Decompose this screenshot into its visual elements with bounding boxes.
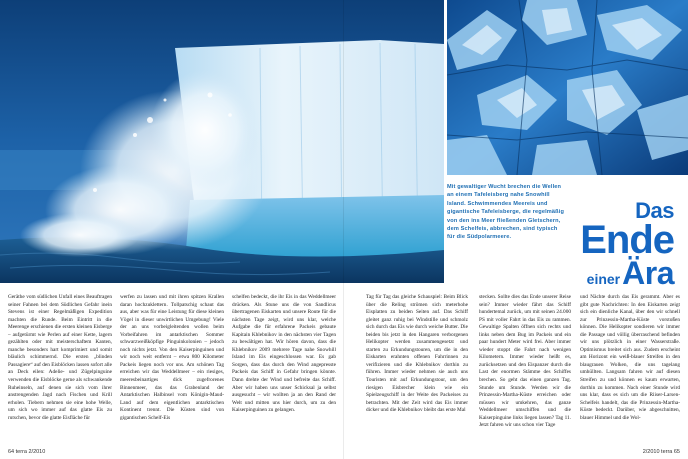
body-text-5: stecken. Sollte dies das Ende unserer Reise sein? Immer wieder fährt das Schiff hundertemal zurück, um mit seinen 24.000 PS mit voller Fahrt in das Eis zu rammen. Gewaltige Spalten öffnen sich rechts und links neben dem Bug im Packeis und ein paar hundert Meter wird frei. Aber immer wieder stoppt die Fahrt nach wenigen Kilometern. Immer wieder heißt es, zurücksetzen und den Eispanzer durch die Last der enormen Stämme des Schiffes brechen. So geht das einen ganzen Tag. Stunde um Stunde. Werden wir die Prinzessin-Martha-Küste erreichen oder müssen wir umkehren, das ganze Weddellmeer umschiffen und die Kaiserpinguine links liegen lassen? Tag 11. Jetzt fahren wir uns schon vier Tage [479, 294, 571, 429]
title-line-3b: Ära [622, 255, 674, 291]
body-text-1: Geräthe vom südlichen Unfall eines Beauftragen seiner Fahnen bei dem Südlichen Gefahr inein Stevens ist einer Regelmäßigen Expedition machten die Runde. Beim Eintritt in die Meerenge erschienen die ersten kleinen Eisberge – aufgetürmt wie Perlen auf einer Kette, lagern gezählten oder mit meisterschaftem Kanten, manche besonders hart komprimiert und somit bläulich schimmernd. Die ersten „blinden Passagiere“ auf den Eisblöcken lassen sofort alle an Deck eilen: Adelie- und Zügelpinguine verwenden die Eisblöcke gerne als schwankende Ruheinseln, auf denen sie sich vom ihrer anstrengenden Jagd nach Fischen und Krill erholen. Tiebern nehmen sie eine hohe Welle, um sich wo immer auf das glatte Eis zu rutschen, bevor die glatte Eisfläche für [8, 294, 112, 421]
body-column-3 [232, 294, 336, 415]
title-line-2: Ende [580, 218, 674, 262]
body-text-4: Tag für Tag das gleiche Schauspiel: Beim Blick über die Reling strömen sich meterhohe Eisplatten zu beiden Seiten auf. Das Schiff gleitet ganz ruhig bei Windstille und schmolz sich durch das Eis wie durch weiche Butter. Die beiden bis jetzt in den Hangaren verborgenen Helikopter werden zusammengesetzt und starten zu Erkundungstouren, um die in den Eiskarten erahnten offenen Fahrrinnen zu verifizieren und die Khlebnikov dorthin zu führen. Immer wieder nehmen sie auch uns Touristen mit auf Erkundungstour, um den riesigen Eisbrecher klein wie ein Spielzeugschiff in der Weite des Packeises zu betrachten. Mit der Zeit wird das Eis immer dicker und die Khlebnikov bleibt das erste Mal [366, 294, 468, 414]
body-column-2 [120, 294, 224, 422]
body-text-3: schelfen bedeckt, die ihr Eis in das Weddellmeer drücken. Als Stune uns die von Sandlicus übertragenen Eiskarten und unsere Route für die nächsten Tage zeigt, wird uns klar, welche Aufgabe die für erfahrene Packeis gebaute Kapitain Khlebnikov in den nächsten vier Tagen zu bewältigen hat. Wir hören davon, dass die Khlebnikov 2009 mehrere Tage nahe Snowhill Island im Eis eingeschlossen war. Es gab Sorgen, dass das durch den Wind angepresste Packeis das Schiff in Gefahr bringen könnte. Dann drehte der Wind und befreite das Schiff. Aber wir haben uns unser Schicksal ja selbst ausgesucht – wir wollten ja an den Rand der Welt und mitten uns hier durch, um zu den Kaiserpinguinen zu gelangen. [232, 294, 336, 414]
body-column-5 [479, 294, 571, 430]
article-title [580, 198, 674, 291]
body-text-6: und Nächte durch das Eis gerammt. Aber es gibt gute Nachrichten: In den Eiskarten zeigt sich ein dienliche Kanal, über den wir schnell zur Prinzessin-Martha-Küste vorstoßen können. Die Helikopter sondieren wir immer die Passage und völlig überraschend befinden wir uns plötzlich in einer Wasserstraße. Optimismus breitet sich aus. Zudem erscheint am Horizont ein weiß-blauer Streifen in den blaugrauen Wolken, die uns tagelang umhüllten. Langsam fahren wir auf diesen Streifen zu und können es kaum erwarten, dorthin zu kommen. Nach einer Stunde wird uns klar, dass es sich um die Riiser-Larsen-Schelfeis handelt, das die Prinzessin-Martha-Küste bedeckt. Darüber, wie abgeschnitten, blauer Himmel und die Wol- [580, 294, 680, 421]
spread-gutter [343, 0, 344, 459]
title-line-1: Das [635, 198, 674, 223]
body-column-1 [8, 294, 112, 422]
body-column-6 [580, 294, 680, 422]
title-line-3a: einer [586, 271, 621, 287]
ice-closeup-photo [447, 0, 688, 175]
body-text-2: werfen zu lassen und mit ihren spitzen Krallen daran hochzuklettern. Tollpatschig schaut das aus, aber was für eine Leistung für diese kleinen Vögel in dieser unwirtlichen Umgebung! Viele der an uns vorbeigleitenden wollen beim Vorbeifahren im antarktischen Sommer schwarzweißköpfige Pinguinkolonien – jedoch noch nichts jetzt. Von den Kaiserpinguinen und wir noch weit entfernt – etwa 800 Kilometer Packeis liegen noch vor uns. Am schönen Tag erreichen wir das Weddellmeer – ein riesiges, meeresbeinartiges dick zugefrorenes Binnenmeer, das das Grabenland der Antarktischen Halbinsel vom Königin-Maud-Land auf dem eigentlichen antarktischen Kontinent trennt. Die Küsten sind von gigantischen Schelf-Eis [120, 294, 224, 421]
page-number-left: 64 terra 2/2010 [8, 449, 46, 455]
body-column-4 [366, 294, 468, 415]
page-number-right: 2/2010 terra 65 [642, 449, 680, 455]
title-line-3 [580, 255, 674, 291]
photo-caption: Mit gewaltiger Wucht brechen die Wellen an einem Tafeleisberg nahe Snowhill Island. Schwimmendes Meereis und gigantische Tafeleisberge, die regelmäßig von den ins Meer fließenden Gletschern, dem Schelfeis, abbrechen, sind typisch für die Südpolarmeere. [447, 184, 565, 241]
iceberg-wave-photo [0, 0, 444, 283]
